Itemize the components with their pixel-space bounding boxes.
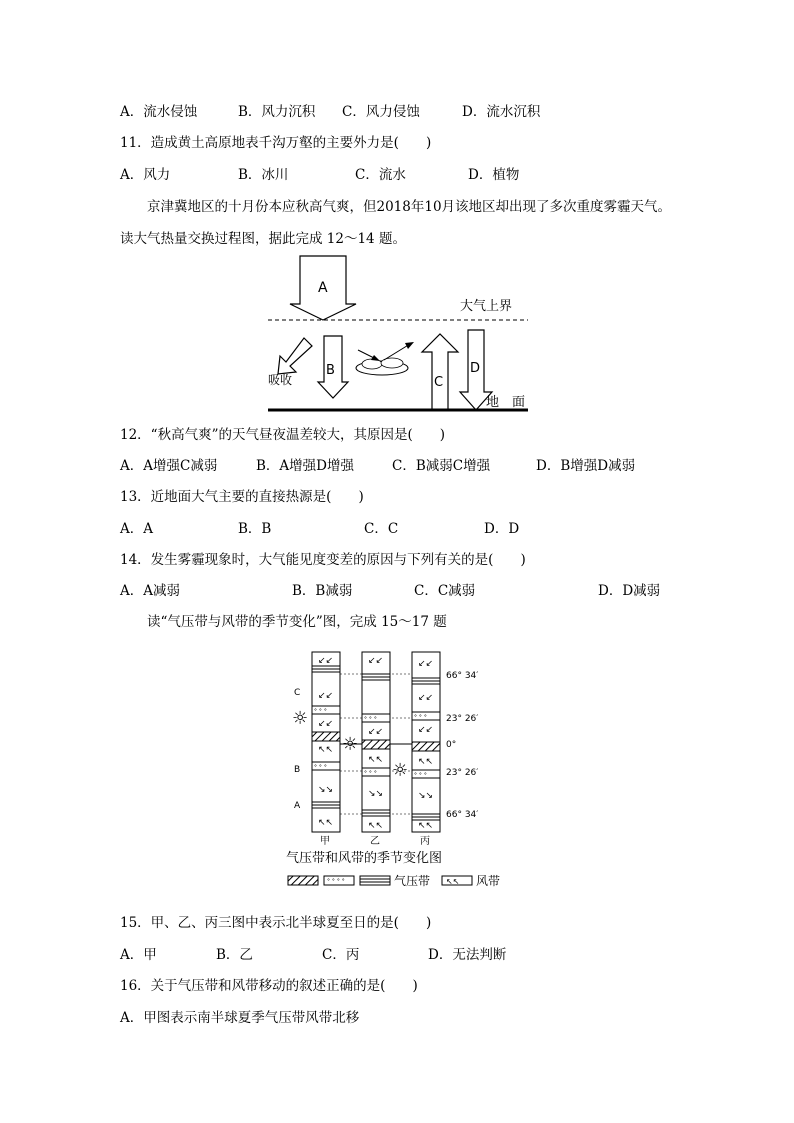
q12-option-b: B．A增强D增强 xyxy=(256,458,354,474)
q13-option-c: C．C xyxy=(364,521,399,537)
q10-option-b: B．风力沉积 xyxy=(238,104,316,120)
svg-text:↙↙: ↙↙ xyxy=(418,659,434,669)
q12-stem: 12．“秋高气爽”的天气昼夜温差较大，其原因是( ) xyxy=(120,427,446,443)
svg-text:↘↘: ↘↘ xyxy=(418,791,434,801)
svg-text:° ° °: ° ° ° xyxy=(314,708,327,715)
svg-text:° ° °: ° ° ° xyxy=(364,770,377,777)
scatter-arrow-out xyxy=(384,344,410,360)
intro2: 读“气压带与风带的季节变化”图，完成 15～17 题 xyxy=(147,614,447,630)
intro1-line2: 读大气热量交换过程图，据此完成 12～14 题。 xyxy=(120,231,406,247)
q14-option-a: A．A减弱 xyxy=(120,583,180,599)
col-label-bing: 丙 xyxy=(420,836,430,847)
q15-option-a: A．甲 xyxy=(120,947,157,963)
arrow-c-label: C xyxy=(434,375,444,390)
svg-text:↖↖: ↖↖ xyxy=(318,745,334,755)
q10-option-d: D．流水沉积 xyxy=(462,104,541,120)
svg-text:↖↖: ↖↖ xyxy=(368,821,384,831)
q14-option-b: B．B减弱 xyxy=(292,583,353,599)
q12-option-c: C．B减弱C增强 xyxy=(392,458,491,474)
q12-option-a: A．A增强C减弱 xyxy=(120,458,218,474)
q11-option-b: B．冰川 xyxy=(238,167,289,183)
q15-option-c: C．丙 xyxy=(322,947,360,963)
q13-option-a: A．A xyxy=(120,521,153,537)
lat-label: 23° 26′ xyxy=(446,714,479,724)
q11-option-a: A．风力 xyxy=(120,167,171,183)
sun-icon: ☼ xyxy=(392,760,409,781)
ground-label: 地 面 xyxy=(486,395,526,410)
left-label-c: C xyxy=(294,688,301,698)
svg-text:↖↖: ↖↖ xyxy=(318,818,334,828)
svg-text:° ° °: ° ° ° xyxy=(414,714,427,721)
q15-stem: 15．甲、乙、丙三图中表示北半球夏至日的是( ) xyxy=(120,915,432,931)
legend-swatch-dots: ° ° ° ° xyxy=(327,878,345,885)
scatter-arrow-out-head xyxy=(405,342,414,349)
q13-stem: 13．近地面大气主要的直接热源是( ) xyxy=(120,489,364,505)
q16-option-a: A．甲图表示南半球夏季气压带风带北移 xyxy=(120,1010,360,1026)
q13-option-b: B．B xyxy=(238,521,272,537)
svg-text:° ° °: ° ° ° xyxy=(314,764,327,771)
left-label-b: B xyxy=(294,765,301,775)
q12-option-d: D．B增强D减弱 xyxy=(536,458,636,474)
svg-text:↙↙: ↙↙ xyxy=(318,691,334,701)
q10-option-c: C．风力侵蚀 xyxy=(342,104,420,120)
svg-text:° ° °: ° ° ° xyxy=(414,772,427,779)
svg-text:↘↘: ↘↘ xyxy=(318,785,334,795)
svg-text:↙↙: ↙↙ xyxy=(318,719,334,729)
lat-label: 23° 26′ xyxy=(446,768,479,778)
arrow-b-label: B xyxy=(326,363,335,378)
lat-label: 66° 34′ xyxy=(446,671,479,681)
col-label-yi: 乙 xyxy=(370,836,380,847)
q10-option-a: A．流水侵蚀 xyxy=(120,104,198,120)
svg-text:↙↙: ↙↙ xyxy=(368,656,384,666)
column-yi xyxy=(362,652,390,832)
column-bing xyxy=(412,652,440,832)
scatter-arrow-in-head xyxy=(371,355,380,361)
q14-option-d: D．D减弱 xyxy=(598,583,661,599)
svg-text:° ° °: ° ° ° xyxy=(364,716,377,723)
pressure-wind-belts-diagram xyxy=(280,648,520,896)
q11-option-c: C．流水 xyxy=(355,167,406,183)
arrow-d-label: D xyxy=(470,361,481,376)
intro1-line1: 京津冀地区的十月份本应秋高气爽，但2018年10月该地区却出现了多次重度雾霾天气。 xyxy=(147,199,672,215)
legend-wind-arrows: ↖↖ xyxy=(446,877,460,886)
svg-text:↙↙: ↙↙ xyxy=(418,693,434,703)
legend-belt-swatch xyxy=(360,876,390,885)
q15-option-b: B．乙 xyxy=(216,947,253,963)
q11-option-d: D．植物 xyxy=(468,167,520,183)
heat-exchange-diagram xyxy=(260,252,540,417)
figure-caption: 气压带和风带的季节变化图 xyxy=(286,851,443,866)
sun-icon: ☼ xyxy=(292,708,309,729)
svg-text:↙↙: ↙↙ xyxy=(318,656,334,666)
q15-option-d: D．无法判断 xyxy=(428,947,507,963)
left-label-a: A xyxy=(294,801,301,811)
svg-text:↙↙: ↙↙ xyxy=(418,725,434,735)
svg-text:↙↙: ↙↙ xyxy=(368,727,384,737)
q14-stem: 14．发生雾霾现象时，大气能见度变差的原因与下列有关的是( ) xyxy=(120,552,526,568)
svg-text:↖↖: ↖↖ xyxy=(418,821,434,831)
legend-low-pressure-swatch xyxy=(288,876,318,885)
q14-option-c: C．C减弱 xyxy=(414,583,476,599)
svg-text:↘↘: ↘↘ xyxy=(368,789,384,799)
absorb-arrow xyxy=(278,338,312,374)
q13-option-d: D．D xyxy=(484,521,520,537)
legend-wind-label: 风带 xyxy=(476,874,501,888)
q11-stem: 11．造成黄土高原地表千沟万壑的主要外力是( ) xyxy=(120,135,432,151)
svg-text:↖↖: ↖↖ xyxy=(418,757,434,767)
column-jia xyxy=(312,652,340,832)
svg-text:↖↖: ↖↖ xyxy=(368,755,384,765)
lat-label: 66° 34′ xyxy=(446,810,479,820)
arrow-a-label: A xyxy=(318,280,328,296)
arrow-c xyxy=(422,334,458,410)
absorb-label: 吸收 xyxy=(268,373,293,387)
atmosphere-top-label: 大气上界 xyxy=(460,299,513,314)
q16-stem: 16．关于气压带和风带移动的叙述正确的是( ) xyxy=(120,978,418,994)
legend-pressure-label: 气压带 xyxy=(394,874,431,888)
col-label-jia: 甲 xyxy=(320,836,330,847)
lat-label: 0° xyxy=(446,740,457,750)
sun-icon: ☼ xyxy=(342,734,359,755)
